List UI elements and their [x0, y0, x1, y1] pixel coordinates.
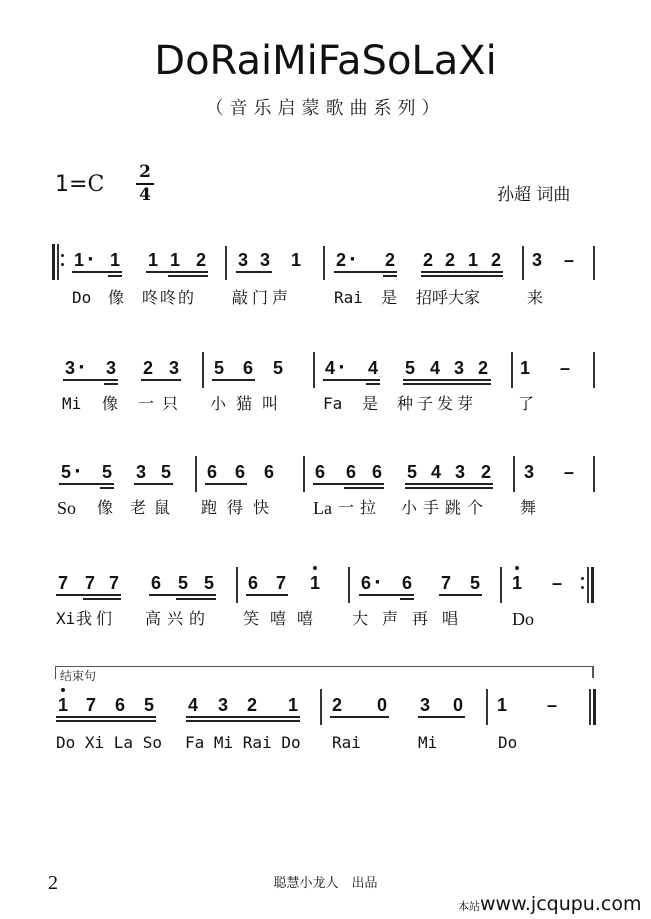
octave-dot	[313, 566, 317, 570]
underline	[141, 379, 181, 381]
underline	[83, 598, 121, 600]
note: 5	[406, 462, 417, 482]
underline	[146, 271, 208, 273]
note: 2	[477, 358, 488, 378]
octave-dot	[515, 566, 519, 570]
underline	[149, 594, 216, 596]
time-signature	[136, 163, 154, 205]
page-number: 2	[48, 872, 58, 894]
dash: –	[551, 573, 562, 593]
high-note: 1	[309, 573, 320, 593]
underline	[439, 594, 482, 596]
note: 4	[187, 695, 198, 715]
underline	[246, 594, 288, 596]
note: 3	[453, 358, 464, 378]
underline	[63, 379, 118, 381]
repeat-start-thin-bar	[57, 244, 59, 280]
dash: –	[563, 250, 574, 270]
underline	[59, 483, 114, 485]
note: 2	[335, 250, 346, 270]
note: 6	[360, 573, 371, 593]
note: 2	[480, 462, 491, 482]
underline	[176, 598, 216, 600]
barline	[511, 352, 513, 388]
site-prefix: 本站	[458, 900, 480, 913]
lyric: 像	[97, 498, 114, 517]
underline	[400, 598, 414, 600]
dash: –	[559, 358, 570, 378]
note: 2	[444, 250, 455, 270]
note: 2	[142, 358, 153, 378]
note: 1	[109, 250, 120, 270]
barline	[195, 456, 197, 492]
score-line-4	[0, 573, 651, 633]
note: 6	[371, 462, 382, 482]
underline	[344, 487, 384, 489]
note: 5	[404, 358, 415, 378]
repeat-dot	[581, 586, 584, 589]
underline	[56, 720, 156, 722]
note: 2	[422, 250, 433, 270]
high-note: 1	[57, 695, 68, 715]
lyric: 敲门声	[232, 288, 293, 307]
dash: –	[546, 695, 557, 715]
note: 1	[287, 695, 298, 715]
note: 3	[454, 462, 465, 482]
note: 4	[324, 358, 335, 378]
underline	[418, 716, 465, 718]
lyric: Do	[512, 609, 534, 629]
note: 1	[169, 250, 180, 270]
augmentation-dot: ·	[78, 357, 85, 378]
underline	[186, 720, 300, 722]
site-url: www.jcqupu.com	[480, 893, 642, 915]
note: 5	[203, 573, 214, 593]
lyric: 一只	[138, 394, 187, 413]
underline	[236, 271, 272, 273]
lyric: Rai	[334, 288, 363, 307]
score-line-2	[0, 358, 651, 418]
note: 6	[263, 462, 274, 482]
lyric: 是	[362, 394, 379, 413]
lyric: So	[57, 498, 77, 518]
repeat-dot	[61, 254, 64, 257]
underline	[403, 383, 491, 385]
note: 3	[523, 462, 534, 482]
lyric: 大声再唱	[352, 609, 473, 628]
note: 7	[440, 573, 451, 593]
note: 7	[84, 573, 95, 593]
underline	[421, 271, 503, 273]
underline	[168, 275, 208, 277]
lyric: 老鼠	[130, 498, 179, 517]
note: 7	[275, 573, 286, 593]
note: 5	[160, 462, 171, 482]
lyric: Do Xi La So	[56, 733, 162, 752]
publisher: 聪慧小龙人 出品	[273, 875, 378, 890]
score-line-3	[0, 462, 651, 522]
repeat-end-thick-bar	[591, 567, 594, 603]
note: 3	[217, 695, 228, 715]
note: 3	[135, 462, 146, 482]
underline	[313, 483, 384, 485]
lyric: 种子发芽	[397, 394, 478, 413]
barline	[348, 567, 350, 603]
lyric: 小猫叫	[210, 394, 289, 413]
note: 6	[247, 573, 258, 593]
key-letter: C	[87, 172, 105, 197]
underline	[100, 487, 114, 489]
note: 5	[143, 695, 154, 715]
lyric: Rai	[332, 733, 361, 752]
note: 1	[519, 358, 530, 378]
barline	[313, 352, 315, 388]
note: 4	[429, 358, 440, 378]
note: 3	[531, 250, 542, 270]
note: 3	[259, 250, 270, 270]
underline	[405, 487, 493, 489]
augmentation-dot: ·	[374, 572, 381, 593]
site-watermark	[458, 893, 641, 915]
barline	[303, 456, 305, 492]
song-subtitle: （音乐启蒙歌曲系列）	[205, 98, 446, 119]
lyric: Xi	[56, 609, 76, 628]
final-thick-bar	[593, 689, 596, 725]
ending-label: 结束句	[60, 669, 97, 683]
note: 7	[85, 695, 96, 715]
lyric: Mi	[62, 394, 82, 413]
underline	[421, 275, 503, 277]
lyric: 像	[108, 288, 125, 307]
note: 2	[384, 250, 395, 270]
note: 4	[367, 358, 378, 378]
key-signature	[55, 172, 104, 197]
note: 1	[73, 250, 84, 270]
song-title: DoRaiMiFaSoLaXi	[154, 38, 497, 84]
underline	[56, 594, 121, 596]
note: 2	[195, 250, 206, 270]
lyric: 小手跳个	[401, 498, 490, 517]
underline	[134, 483, 173, 485]
underline	[383, 275, 397, 277]
note: 1	[496, 695, 507, 715]
augmentation-dot: ·	[338, 357, 345, 378]
note: 6	[114, 695, 125, 715]
augmentation-dot: ·	[74, 461, 81, 482]
note: 3	[168, 358, 179, 378]
augmentation-dot: ·	[87, 249, 94, 270]
note: 6	[242, 358, 253, 378]
note: 5	[213, 358, 224, 378]
note: 5	[60, 462, 71, 482]
lyric: Do	[498, 733, 518, 752]
barline	[202, 352, 204, 388]
note: 6	[345, 462, 356, 482]
high-note: 1	[511, 573, 522, 593]
lyric: 我们	[76, 609, 117, 628]
barline	[593, 246, 595, 280]
note: 3	[64, 358, 75, 378]
repeat-end-thin-bar	[587, 567, 589, 603]
underline	[104, 383, 118, 385]
note: 5	[177, 573, 188, 593]
note: 6	[314, 462, 325, 482]
time-sig-bottom: 4	[139, 184, 151, 205]
lyric: 咚咚的	[142, 288, 197, 307]
barline	[486, 689, 488, 725]
lyric: Fa	[323, 394, 343, 413]
lyric: 一拉	[338, 498, 383, 517]
bracket-right-edge	[592, 666, 594, 678]
time-sig-top: 2	[139, 162, 151, 182]
note: 3	[419, 695, 430, 715]
lyric: 来	[527, 288, 544, 307]
final-thin-bar	[589, 689, 591, 725]
augmentation-dot: ·	[349, 249, 356, 270]
barline	[323, 246, 325, 280]
lyric: Fa Mi Rai Do	[185, 733, 301, 752]
underline	[186, 716, 300, 718]
lyric: 像	[102, 394, 119, 413]
underline	[334, 271, 397, 273]
underline	[330, 716, 389, 718]
note: 2	[490, 250, 501, 270]
score-line-5	[0, 695, 651, 755]
key-prefix: 1=	[55, 172, 88, 197]
note: 6	[401, 573, 412, 593]
barline	[522, 246, 524, 280]
note: 3	[237, 250, 248, 270]
repeat-dot	[61, 263, 64, 266]
underline	[359, 594, 414, 596]
lyric: 高兴的	[145, 609, 212, 628]
barline	[500, 567, 502, 603]
note: 0	[452, 695, 463, 715]
lyric: Do	[72, 288, 92, 307]
barline	[225, 246, 227, 280]
note: 7	[57, 573, 68, 593]
lyric: Mi	[418, 733, 438, 752]
lyric: 笑嘻嘻	[243, 609, 325, 628]
dash: –	[563, 462, 574, 482]
note: 4	[430, 462, 441, 482]
repeat-dot	[581, 577, 584, 580]
repeat-start-thick-bar	[52, 244, 55, 280]
underline	[56, 716, 156, 718]
note: 7	[108, 573, 119, 593]
barline	[593, 352, 595, 388]
barline	[593, 456, 595, 492]
author: 孙超 词曲	[497, 185, 571, 205]
underline	[72, 271, 122, 273]
lyric: 跑得快	[201, 498, 280, 517]
underline	[108, 275, 122, 277]
underline	[405, 483, 493, 485]
ending-bracket	[55, 666, 594, 679]
note: 1	[147, 250, 158, 270]
underline	[403, 379, 491, 381]
note: 5	[469, 573, 480, 593]
note: 5	[272, 358, 283, 378]
lyric: 是	[381, 288, 398, 307]
note: 1	[290, 250, 301, 270]
note: 6	[234, 462, 245, 482]
note: 2	[246, 695, 257, 715]
octave-dot	[61, 688, 65, 692]
lyric: 了	[518, 394, 535, 413]
note: 5	[101, 462, 112, 482]
barline	[236, 567, 238, 603]
underline	[205, 483, 247, 485]
lyric: 舞	[520, 498, 537, 517]
score-line-1	[0, 250, 651, 310]
underline	[323, 379, 380, 381]
note: 2	[331, 695, 342, 715]
underline	[366, 383, 380, 385]
note: 3	[105, 358, 116, 378]
note: 1	[467, 250, 478, 270]
lyric: La	[313, 498, 332, 518]
barline	[320, 689, 322, 725]
note: 6	[150, 573, 161, 593]
note: 6	[206, 462, 217, 482]
barline	[513, 456, 515, 492]
underline	[212, 379, 255, 381]
lyric: 招呼大家	[416, 288, 481, 307]
note: 0	[376, 695, 387, 715]
